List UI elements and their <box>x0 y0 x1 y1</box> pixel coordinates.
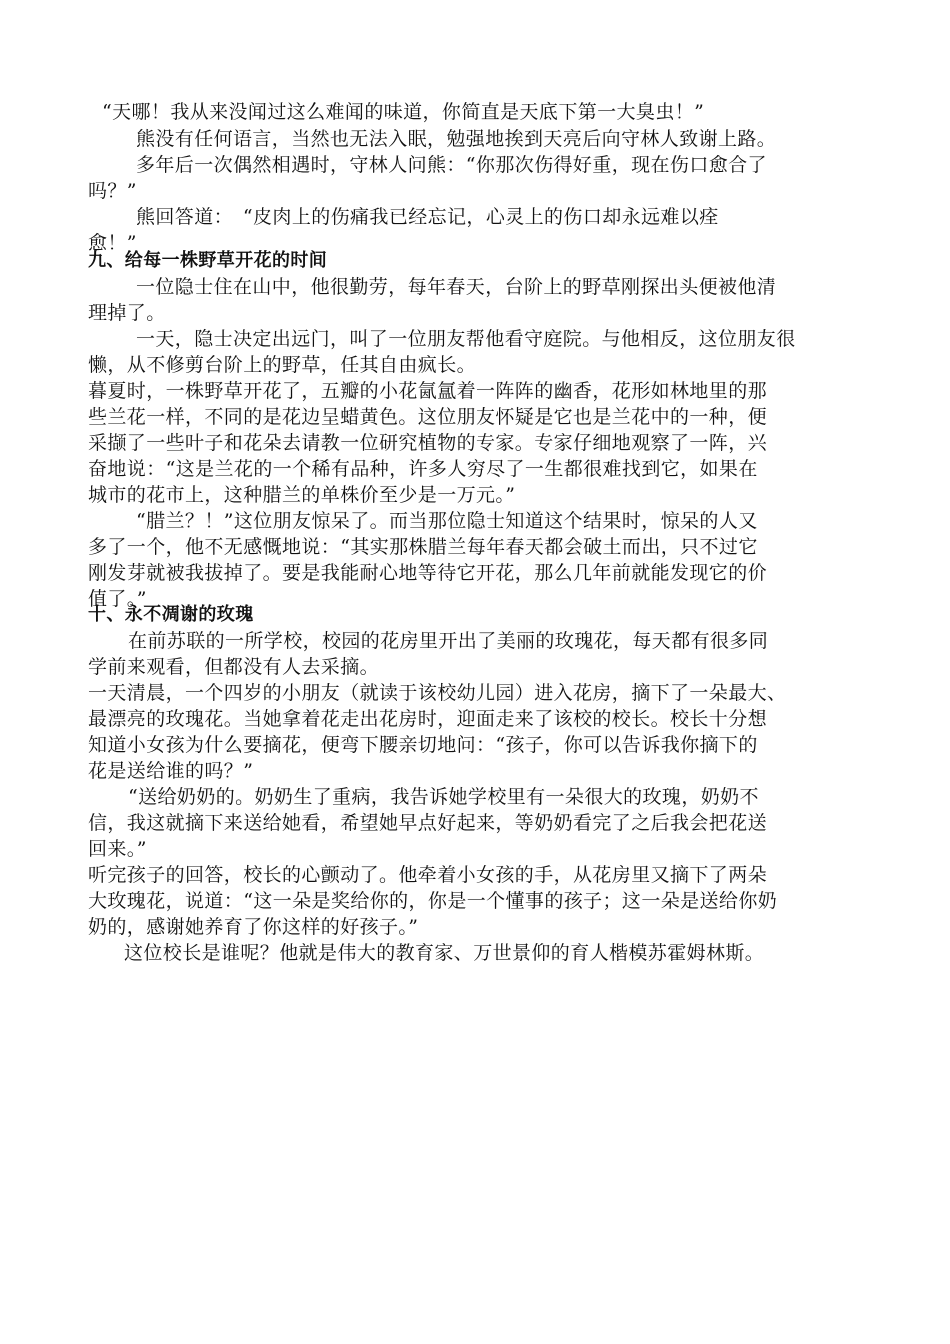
text-line: 值了。” <box>88 588 147 610</box>
text-line: 一天，隐士决定出远门，叫了一位朋友帮他看守庭院。与他相反，这位朋友很 <box>136 328 796 350</box>
text-line: 愈！” <box>88 232 137 254</box>
section-heading: 九、给每一株野草开花的时间 <box>88 250 328 271</box>
text-line: 在前苏联的一所学校，校园的花房里开出了美丽的玫瑰花，每天都有很多同 <box>128 630 769 652</box>
text-line: 一位隐士住在山中，他很勤劳，每年春天，台阶上的野草刚探出头便被他清 <box>136 276 777 298</box>
text-line: 大玫瑰花，说道：“这一朵是奖给你的，你是一个懂事的孩子；这一朵是送给你奶 <box>88 890 778 912</box>
text-line: “腊兰？！”这位朋友惊呆了。而当那位隐士知道这个结果时，惊呆的人又 <box>136 510 758 532</box>
text-line: 学前来观看，但都没有人去采摘。 <box>88 656 380 678</box>
text-line: 信，我这就摘下来送给她看，希望她早点好起来，等奶奶看完了之后我会把花送 <box>88 812 768 834</box>
text-line: 采撷了一些叶子和花朵去请教一位研究植物的专家。专家仔细地观察了一阵，兴 <box>88 432 768 454</box>
text-line: 城市的花市上，这种腊兰的单株价至少是一万元。” <box>88 484 516 506</box>
text-line: “送给奶奶的。奶奶生了重病，我告诉她学校里有一朵很大的玫瑰，奶奶不 <box>128 786 759 808</box>
text-line: 一天清晨，一个四岁的小朋友（就读于该校幼儿园）进入花房，摘下了一朵最大、 <box>88 682 787 704</box>
text-line: 知道小女孩为什么要摘花，便弯下腰亲切地问：“孩子，你可以告诉我你摘下的 <box>88 734 758 756</box>
text-line: 多年后一次偶然相遇时，守林人问熊：“你那次伤得好重，现在伤口愈合了 <box>136 154 767 176</box>
text-line: 这位校长是谁呢？他就是伟大的教育家、万世景仰的育人楷模苏霍姆林斯。 <box>124 942 765 964</box>
text-line: 回来。” <box>88 838 147 860</box>
text-line: 听完孩子的回答，校长的心颤动了。他牵着小女孩的手，从花房里又摘下了两朵 <box>88 864 768 886</box>
text-line: 花是送给谁的吗？” <box>88 760 254 782</box>
text-line: 吗？” <box>88 180 137 202</box>
text-line: 刚发芽就被我拔掉了。要是我能耐心地等待它开花，那么几年前就能发现它的价 <box>88 562 768 584</box>
text-line: 最漂亮的玫瑰花。当她拿着花走出花房时，迎面走来了该校的校长。校长十分想 <box>88 708 768 730</box>
text-line: 些兰花一样，不同的是花边呈蜡黄色。这位朋友怀疑是它也是兰花中的一种，便 <box>88 406 768 428</box>
text-line: “天哪！我从来没闻过这么难闻的味道，你简直是天底下第一大臭虫！” <box>102 101 705 123</box>
text-line: 奋地说：“这是兰花的一个稀有品种，许多人穷尽了一生都很难找到它，如果在 <box>88 458 758 480</box>
text-line: 理掉了。 <box>88 302 166 324</box>
text-line: 奶的，感谢她养育了你这样的好孩子。” <box>88 916 419 938</box>
section-heading: 十、永不凋谢的玫瑰 <box>88 604 254 625</box>
text-line: 懒，从不修剪台阶上的野草，任其自由疯长。 <box>88 354 477 376</box>
text-line: 暮夏时，一株野草开花了，五瓣的小花氤氲着一阵阵的幽香，花形如林地里的那 <box>88 380 768 402</box>
text-line: 熊回答道： “皮肉上的伤痛我已经忘记，心灵上的伤口却永远难以痊 <box>136 206 719 228</box>
text-line: 多了一个，他不无感慨地说：“其实那株腊兰每年春天都会破土而出，只不过它 <box>88 536 758 558</box>
text-line: 熊没有任何语言，当然也无法入眠，勉强地挨到天亮后向守林人致谢上路。 <box>136 128 777 150</box>
